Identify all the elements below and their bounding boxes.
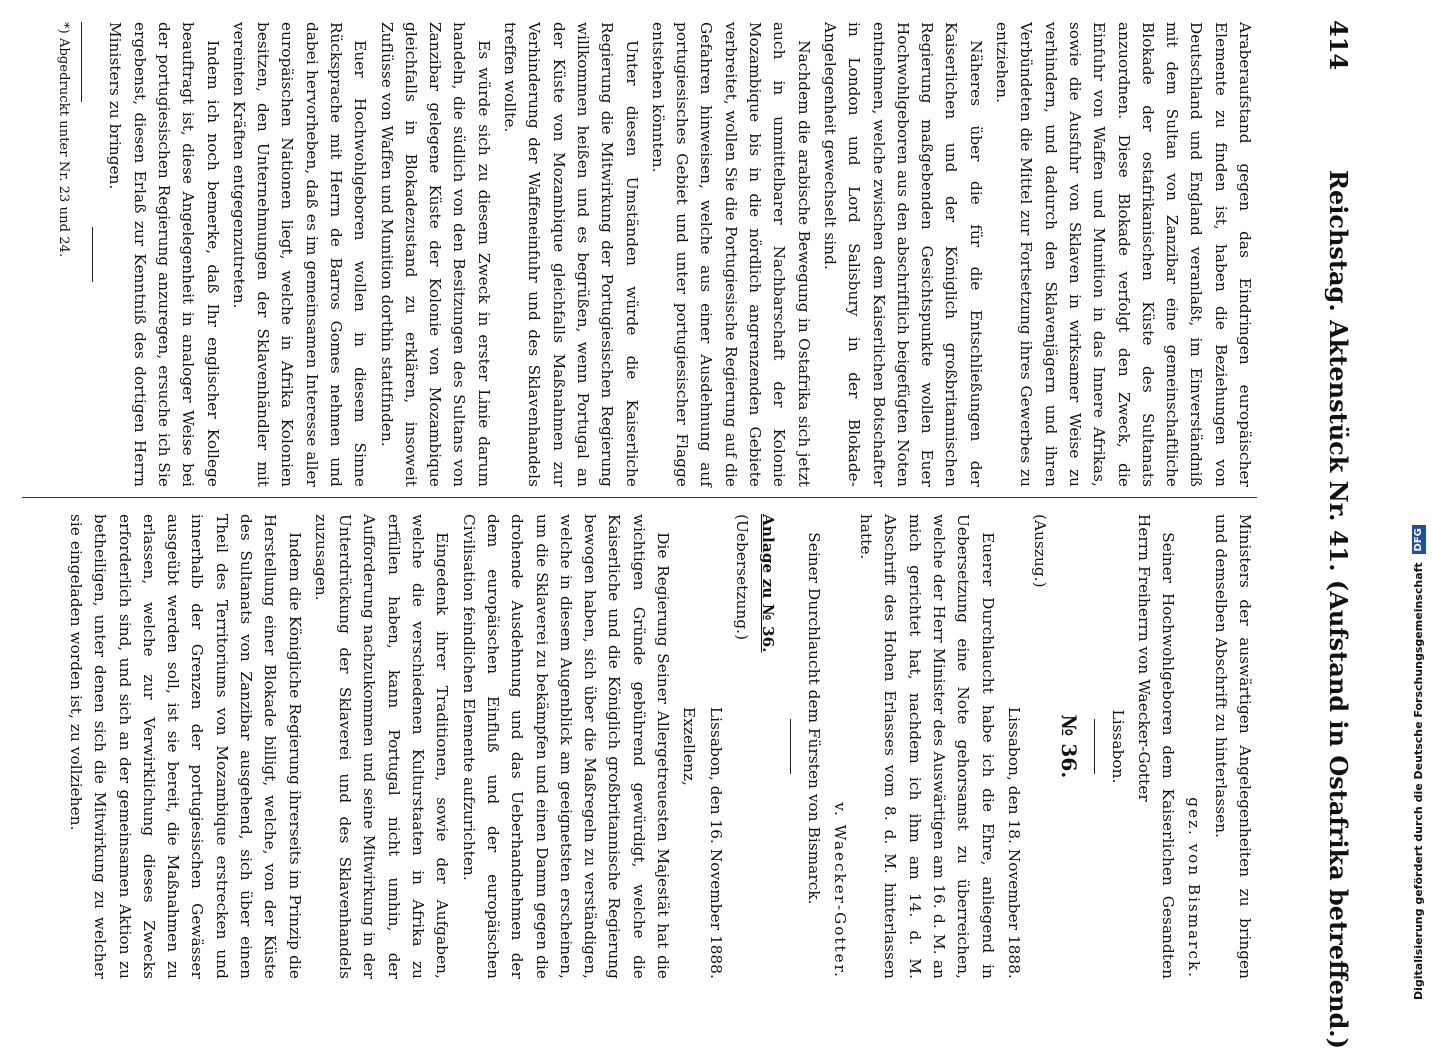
addressee: Seiner Durchlaucht dem Fürsten von Bismarck. <box>804 532 823 905</box>
section-divider <box>790 719 791 774</box>
dfg-logo: DFG <box>1412 525 1426 554</box>
paragraph: Die Regierung Seiner Allergetreuesten Majestät hat die wichtigen Gründe gebührend gewürdigt, welche die Kaiserliche und die Königlich großbritannische Regierung bewogen haben, sich über die Maßregeln zu verständigen, welche in diesem Augenblick am geeignetsten erscheinen, um die Sklaverei zu bekämpfen und einen Damm gegen die drohende Ausdehnung und das Ueberhandnehmen der dem europäischen Einfluß und der europäischen Civilisation feindlichen Elemente aufzurichten. <box>459 514 673 979</box>
page-header <box>1313 20 1353 1049</box>
paragraph: Araberaufstand gegen das Eindringen europäischer Elemente zu finden ist, haben die Beziehungen von Deutschland und England veranlaßt, im Einverständniß mit dem Sultan von Zanzibar eine gemeinschaftliche Blokade der ostafrikanischen Küste des Sultanats anzuordnen. Diese Blokade verfolgt den Zweck, die Einfuhr von Waffen und Munition in das Innere Afrikas, sowie die Ausfuhr von Sklaven in wirksamer Weise zu verhindern, und dadurch den Sklavenjägern und ihren Verbündeten die Mittel zur Fortsetzung ihres Gewerbes zu entziehen. <box>993 22 1254 487</box>
paragraph: Indem die Königliche Regierung ihrerseits im Prinzip die Herstellung einer Blokade billigt, welche, von der Küste des Sultanats von Zanzibar ausgehend, sich über einen Theil des Territoriums von Mozambique erstrecken und innerhalb der Grenzen der portugiesischen Gewässer ausgeübt werden soll, ist sie bereit, die Maßnahmen zu erlassen, welche zur Verwirklichung dieses Zwecks erforderlich sind, und sich an der gemeinsamen Aktion zu betheiligen, unter denen sich die Mitwirkung zu welcher sie eingeladen worden ist, zu vollziehen. <box>66 514 304 979</box>
credit-text: Digitalisierung gefördert durch die Deutsche Forschungsgemeinschaft <box>1412 562 1425 1000</box>
place: Lissabon. <box>1108 709 1127 784</box>
signature: v. Waecker-Gotter. <box>830 802 849 979</box>
paragraph: Näheres über die für die Entschließungen der Kaiserlichen und der Königlich großbritannischen Regierung maßgebenden Gesichtspunkte wollen Euer Hochwohlgeboren aus den abschriftlich beigefügten Noten entnehmen, welche zwischen dem Kaiserlichen Botschafter in London und Lord Salisbury in der Blokade-Angelegenheit gewechselt sind. <box>820 22 985 487</box>
addressee: Seiner Hochwohlgeboren dem Kaiserlichen Gesandten Herrn Freiherrn von Waecker-Gotter <box>1134 514 1178 979</box>
section-divider <box>92 227 93 282</box>
intro-text: Ministers der auswärtigen Angelegenheiten zu bringen und demselben Abschrift zu hinterlassen. <box>1211 514 1254 979</box>
dateline: Lissabon, den 18. November 1888. <box>1004 706 1023 979</box>
signature: gez. von Bismarck. <box>1185 797 1204 979</box>
paragraph: Es würde sich zu diesem Zweck in erster Linie darum handeln, die südlich von den Besitzungen des Sultans von Zanzibar gelegene Küste der Kolonie von Mozambique gleichfalls in Blokadezustand zu erklären, insoweit Zuflüsse von Waffen und Munition dorthin stattfinden. <box>377 22 493 487</box>
paragraph: Euerer Durchlaucht habe ich die Ehre, anliegend in Uebersetzung eine Note gehorsamst zu überreichen, welche der Herr Minister des Auswärtigen am 16. d. M. an mich gerichtet hat, nachdem ich ihm am 14. d. M. Abschrift des Hohen Erlasses vom 8. d. M. hinterlassen hatte. <box>857 514 997 979</box>
column-divider <box>22 497 1257 498</box>
section-divider <box>1094 719 1095 774</box>
footnote-rule <box>81 22 82 102</box>
left-column <box>53 22 1257 487</box>
digitization-credit <box>1408 0 1430 1000</box>
appendix-heading: Anlage zu № 36. <box>759 514 778 653</box>
running-title: Reichstag. Aktenstück Nr. 41. (Aufstand in Ostafrika betreffend.) <box>1324 170 1353 1049</box>
translation-label: (Uebersetzung.) <box>732 514 751 641</box>
document-number: № 36. <box>1057 714 1082 779</box>
page-number: 414 <box>1324 20 1353 71</box>
paragraph: Eingedenk ihrer Traditionen, sowie der Aufgaben, welche die verschiedenen Kulturstaaten in Afrika zu erfüllen haben, kann Portugal nicht umhin, der Aufforderung nachzukommen und seine Mitwirkung in der Unterdrückung der Sklaverei und des Sklavenhandels zuzusagen. <box>311 514 452 979</box>
dateline: Lissabon, den 16. November 1888. <box>706 706 725 979</box>
paragraph: Euer Hochwohlgeboren wollen in diesem Sinne Rücksprache mit Herrn de Barros Gomes nehmen und dabei hervorheben, daß es im gemeinsamen Interesse aller europäischen Nationen liegt, welche in Afrika Kolonien besitzen, den Unternehmungen der Sklavenhändler mit vereinten Kräften entgegenzutreten. <box>229 22 370 487</box>
paragraph: Unter diesen Umständen würde die Kaiserliche Regierung die Mitwirkung der Portugiesischen Regierung willkommen heißen und es begrüßen, wenn Portugal an der Küste von Mozambique gleichfalls Maßnahmen zur Verhinderung der Waffeneinfuhr und des Sklavenhandels treffen wollte. <box>501 22 641 487</box>
right-column <box>62 514 1257 979</box>
salutation: Exzellenz, <box>680 707 699 786</box>
excerpt-label: (Auszug.) <box>1031 514 1050 588</box>
paragraph: Nachdem die arabische Bewegung in Ostafrika sich jetzt auch in unmittelbarer Nachbarschaft der Kolonie Mozambique bis in die nördlich angrenzenden Gebiete verbreitet, wollen Sie die Portugiesische Regierung auf die Gefahren hinweisen, welche aus einer Ausdehnung auf portugiesisches Gebiet und unter portugiesischer Flagge entstehen könnten. <box>648 22 813 487</box>
footnote: *) Abgedruckt unter Nr. 23 und 24. <box>56 22 72 258</box>
paragraph: Indem ich noch bemerke, daß Ihr englischer Kollege beauftragt ist, diese Angelegenheit in analoger Weise bei der portugiesischen Regierung anzuregen, ersuche ich Sie ergebenst, diesen Erlaß zur Kenntniß des dortigen Herrn Ministers zu bringen. <box>106 22 222 487</box>
